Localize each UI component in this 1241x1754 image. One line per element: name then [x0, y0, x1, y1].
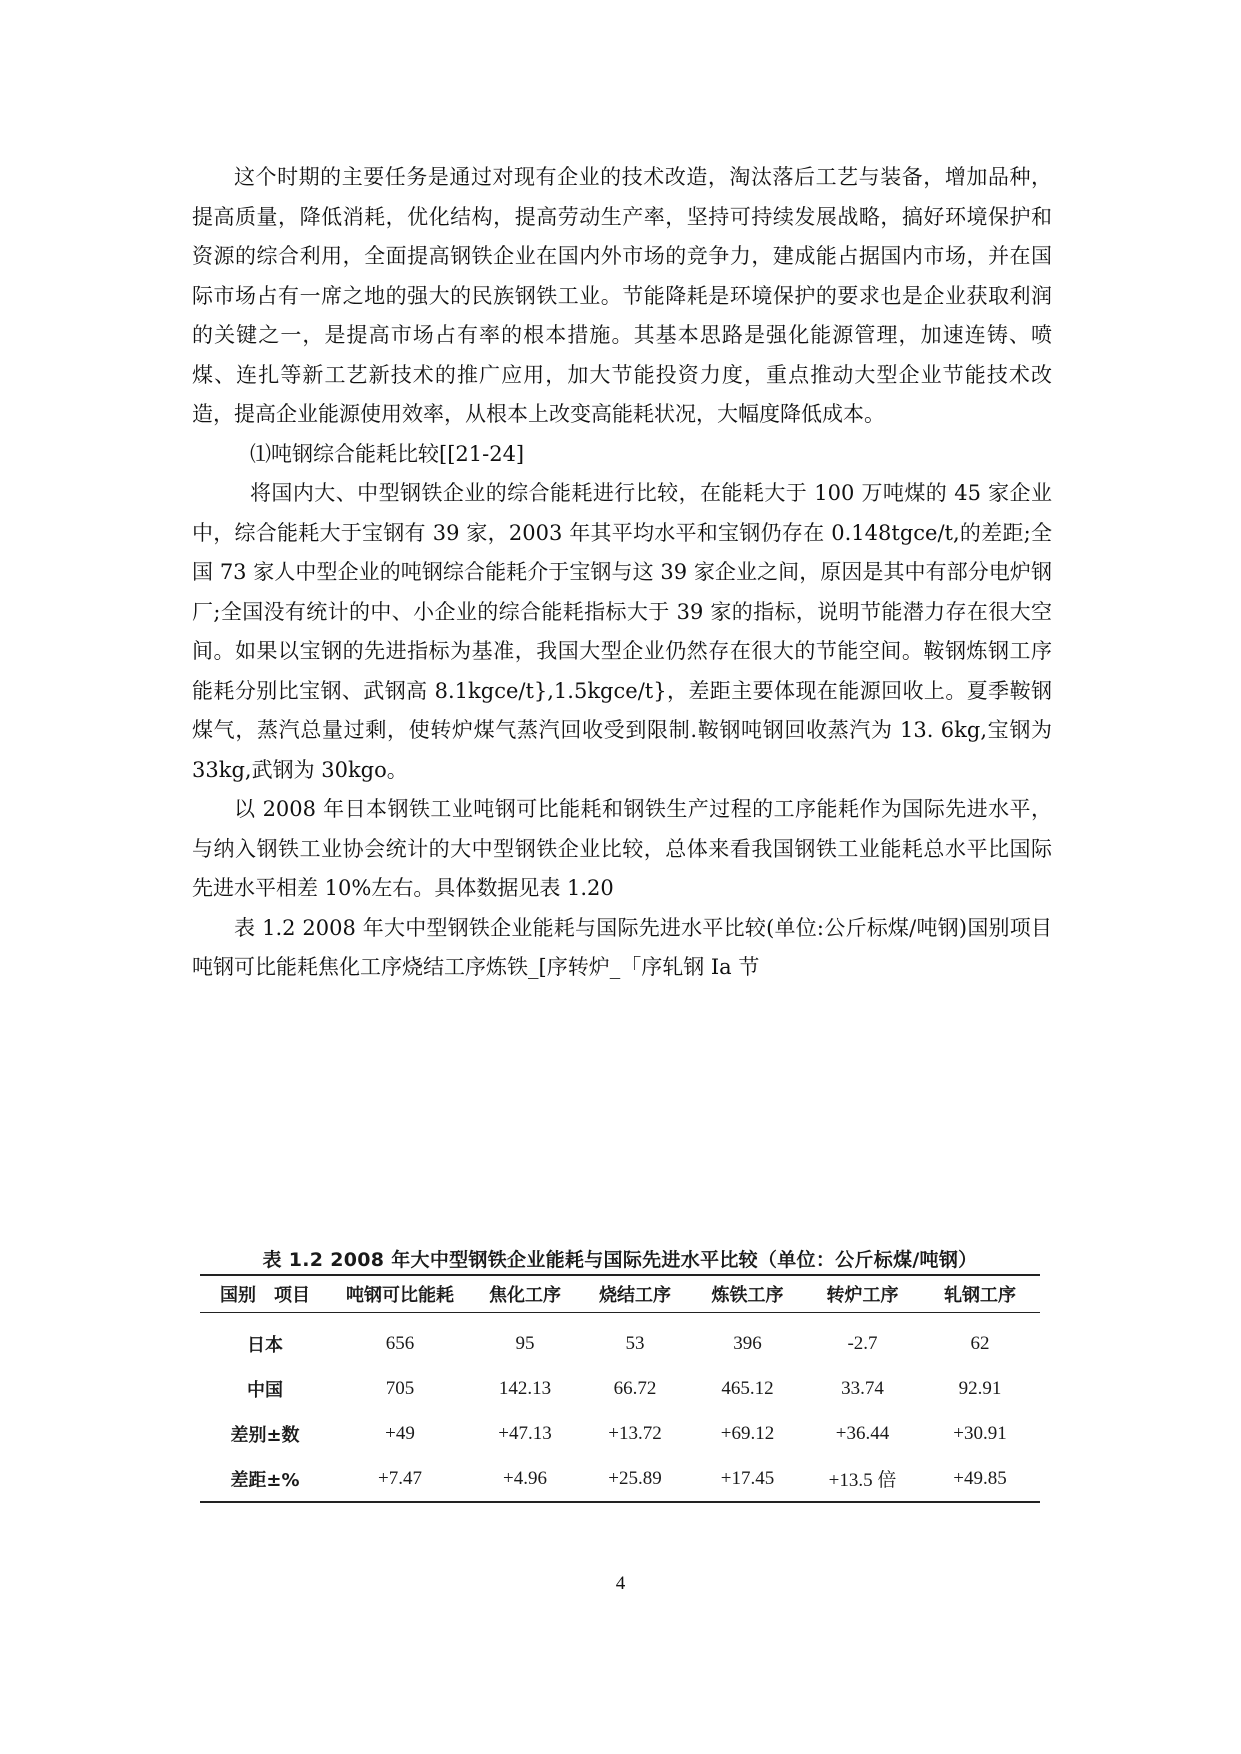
table-cell: -2.7	[847, 1332, 878, 1354]
energy-table	[200, 1274, 1040, 1503]
table-header-cell: 转炉工序	[805, 1275, 920, 1313]
table-cell: +17.45	[690, 1456, 805, 1502]
table-header-cell: 炼铁工序	[690, 1275, 805, 1313]
table-header-row	[200, 1275, 1040, 1313]
table-cell: +49	[385, 1422, 415, 1444]
table-cell: +13.5 倍	[805, 1456, 920, 1502]
table-header-cell: 焦化工序	[470, 1275, 580, 1313]
table-cell: 705	[385, 1377, 415, 1399]
table-caption: 表 1.2 2008 年大中型钢铁企业能耗与国际先进水平比较（单位：公斤标煤/吨钢）	[262, 1249, 978, 1271]
table-cell: 53	[625, 1332, 645, 1354]
page-number: 4	[615, 1573, 626, 1594]
table-cell: +25.89	[580, 1456, 690, 1502]
table-cell: +36.44	[835, 1422, 890, 1444]
table-row-label: 差别±数	[230, 1424, 300, 1446]
section-heading: ⑴吨钢综合能耗比较[[21-24]	[250, 441, 525, 466]
table-cell: +13.72	[608, 1422, 662, 1444]
table-row	[200, 1313, 1040, 1367]
table-header-cell: 国别 项目	[200, 1275, 330, 1313]
paragraph-task: 这个时期的主要任务是通过对现有企业的技术改造，淘汰落后工艺与装备，增加品种，提高质量，降低消耗，优化结构，提高劳动生产率，坚持可持续发展战略，搞好环境保护和资源的综合利用，全面提高钢铁企业在国内外市场的竞争力，建成能占据国内市场，并在国际市场占有一席之地的强大的民族钢铁工业。节能降耗是环境保护的要求也是企业获取利润的关键之一，是提高市场占有率的根本措施。其基本思路是强化能源管理，加速连铸、喷煤、连扎等新工艺新技术的推广应用，加大节能投资力度，重点推动大型企业节能技术改造，提高企业能源使用效率，从根本上改变高能耗状况，大幅度降低成本。	[192, 165, 1052, 426]
table-row-label: 中国	[247, 1379, 283, 1401]
table-cell: 656	[385, 1332, 415, 1354]
body-text	[192, 158, 1052, 988]
table-cell: 95	[515, 1332, 535, 1354]
table-row-label: 差距±%	[200, 1456, 330, 1502]
table-row	[200, 1456, 1040, 1502]
table-cell: +69.12	[720, 1422, 775, 1444]
table-cell: 142.13	[498, 1377, 552, 1399]
table-cell: +7.47	[330, 1456, 470, 1502]
table-cell: 465.12	[721, 1377, 774, 1399]
table-cell: +4.96	[470, 1456, 580, 1502]
table-header-cell: 吨钢可比能耗	[330, 1275, 470, 1313]
table-cell: +47.13	[498, 1422, 552, 1444]
table-cell: +49.85	[920, 1456, 1040, 1502]
table-header-cell: 轧钢工序	[920, 1275, 1040, 1313]
table-cell: 66.72	[613, 1377, 657, 1399]
table-row	[200, 1411, 1040, 1456]
table-row	[200, 1366, 1040, 1411]
table-cell: +30.91	[953, 1422, 1007, 1444]
table-cell: 62	[970, 1332, 990, 1354]
paragraph-table-ocr: 表 1.2 2008 年大中型钢铁企业能耗与国际先进水平比较(单位:公斤标煤/吨钢)国别项目吨钢可比能耗焦化工序烧结工序炼铁_[序转炉_「序轧钢 Ia 节	[192, 915, 1052, 979]
table-header-cell: 烧结工序	[580, 1275, 690, 1313]
paragraph-international: 以 2008 年日本钢铁工业吨钢可比能耗和钢铁生产过程的工序能耗作为国际先进水平，与纳入钢铁工业协会统计的大中型钢铁企业比较，总体来看我国钢铁工业能耗总水平比国际先进水平相差 10%左右。具体数据见表 1.20	[192, 797, 1052, 900]
table-cell: 396	[733, 1332, 762, 1354]
paragraph-comparison: 将国内大、中型钢铁企业的综合能耗进行比较，在能耗大于 100 万吨煤的 45 家企业中，综合能耗大于宝钢有 39 家，2003 年其平均水平和宝钢仍存在 0.148tgce/t,的差距;全国 73 家人中型企业的吨钢综合能耗介于宝钢与这 39 家企业之间，原因是其中有部分电炉钢厂;全国没有统计的中、小企业的综合能耗指标大于 39 家的指标，说明节能潜力存在很大空间。如果以宝钢的先进指标为基准，我国大型企业仍然存在很大的节能空间。鞍钢炼钢工序能耗分别比宝钢、武钢高 8.1kgce/t},1.5kgce/t}，差距主要体现在能源回收上。夏季鞍钢煤气，蒸汽总量过剩，使转炉煤气蒸汽回收受到限制.鞍钢吨钢回收蒸汽为 13. 6kg,宝钢为 33kg,武钢为 30kgo。	[192, 481, 1052, 782]
table-cell: 33.74	[841, 1377, 884, 1399]
table-row-label: 日本	[247, 1334, 283, 1356]
table-cell: 92.91	[958, 1377, 1002, 1399]
table-figure	[200, 1246, 1040, 1503]
